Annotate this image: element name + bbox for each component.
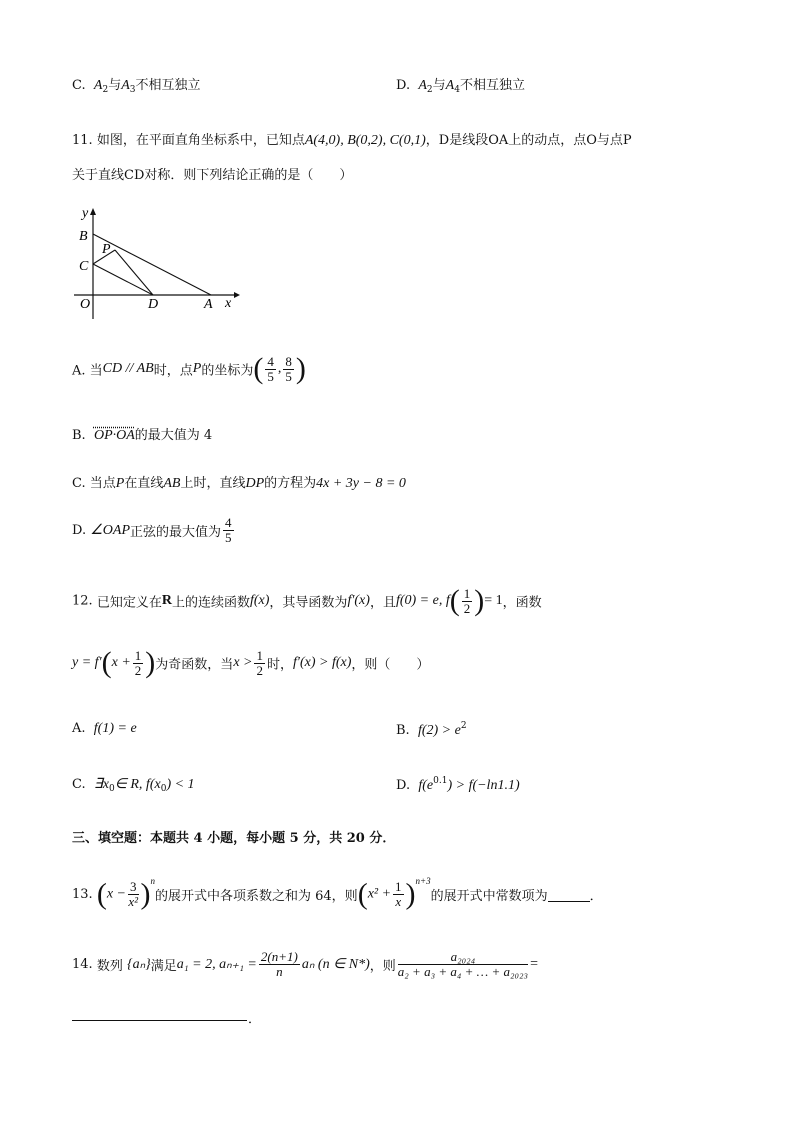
q11-stem-line2: 关于直线CD对称．则下列结论正确的是（ ） — [72, 168, 353, 183]
figure-label-x: x — [225, 296, 232, 311]
q12-option-b: B. $f(2) > e^2$ — [396, 721, 467, 738]
q12-option-d: D. $f(e^{0.1}) > f(-\ln 1.1)$ — [396, 776, 520, 793]
section-heading: 三、填空题：本题共 4 小题，每小题 5 分，共 20 分． — [72, 831, 396, 846]
q11-option-a: A. 当CD // AB时，点P的坐标为( $\frac{4}{5}$ , $\frac{8}{5}$ ) — [72, 352, 306, 385]
q12-option-c: C. $\exists x_0\in$ R, $f(x_0) < 1$ — [72, 777, 195, 794]
q14: 14. 数列 {aₙ}满足a₁ = 2, aₙ₊₁ = $\frac{2(n+1)}{n}$ aₙ (n ∈ N*)，则 $\frac{\text{a₂₀₂₄}}{\text{a₂ + a₃ + a₄ + … + a₂₀₂₃}}$ = — [72, 949, 538, 979]
q12-stem-line2: y = f′(x + $\frac{1}{2}$ )为奇函数，当x > $\frac{1}{2}$ 时，f′(x) > f(x)，则（ ） — [72, 646, 430, 679]
figure-label-y: y — [82, 206, 89, 221]
figure-label-d: D — [148, 297, 159, 312]
q10-option-d: D. $A_2$与$A_4$不相互独立 — [396, 78, 525, 95]
q11-stem-line1: 11. 如图，在平面直角坐标系中，已知点A(4,0), B(0,2), C(0,1)，D是线段OA上的动点，点O与点P — [72, 133, 632, 148]
q12-stem-line1: 12. 已知定义在R上的连续函数f(x)，其导函数为f′(x)，且f(0) = e, f( $\frac{1}{2}$ )= 1，函数 — [72, 584, 542, 617]
q11-figure — [70, 203, 250, 323]
figure-label-c: C — [79, 259, 89, 274]
figure-label-a: A — [204, 297, 213, 312]
figure-label-b: B — [79, 229, 88, 244]
figure-label-p: P — [102, 242, 111, 257]
q11-option-c: C. 当点P在直线AB上时，直线DP的方程为4x + 3y − 8 = 0 — [72, 476, 406, 491]
q11-option-d: D. ∠OAP正弦的最大值为 $\frac{4}{5}$ — [72, 515, 232, 545]
figure-label-o: O — [80, 297, 91, 312]
q12-option-a: A. f(1) = e — [72, 721, 137, 736]
q14-answer-blank[interactable] — [72, 1020, 247, 1021]
q13: 13. (x − $\frac{3}{\text{x²}}$ )$^n$的展开式中各项系数之和为 64，则(x² + $\frac{1}{x}$ )$^{n+3}$的展开式中常数项为 ． — [72, 876, 603, 911]
q10-option-c: C. $A_2$与$A_3$不相互独立 — [72, 78, 201, 95]
q11-option-b: B. OP·OA的最大值为 4 — [72, 428, 213, 443]
q14-end-mark: ． — [248, 1012, 262, 1027]
q13-answer-blank[interactable] — [548, 887, 590, 902]
